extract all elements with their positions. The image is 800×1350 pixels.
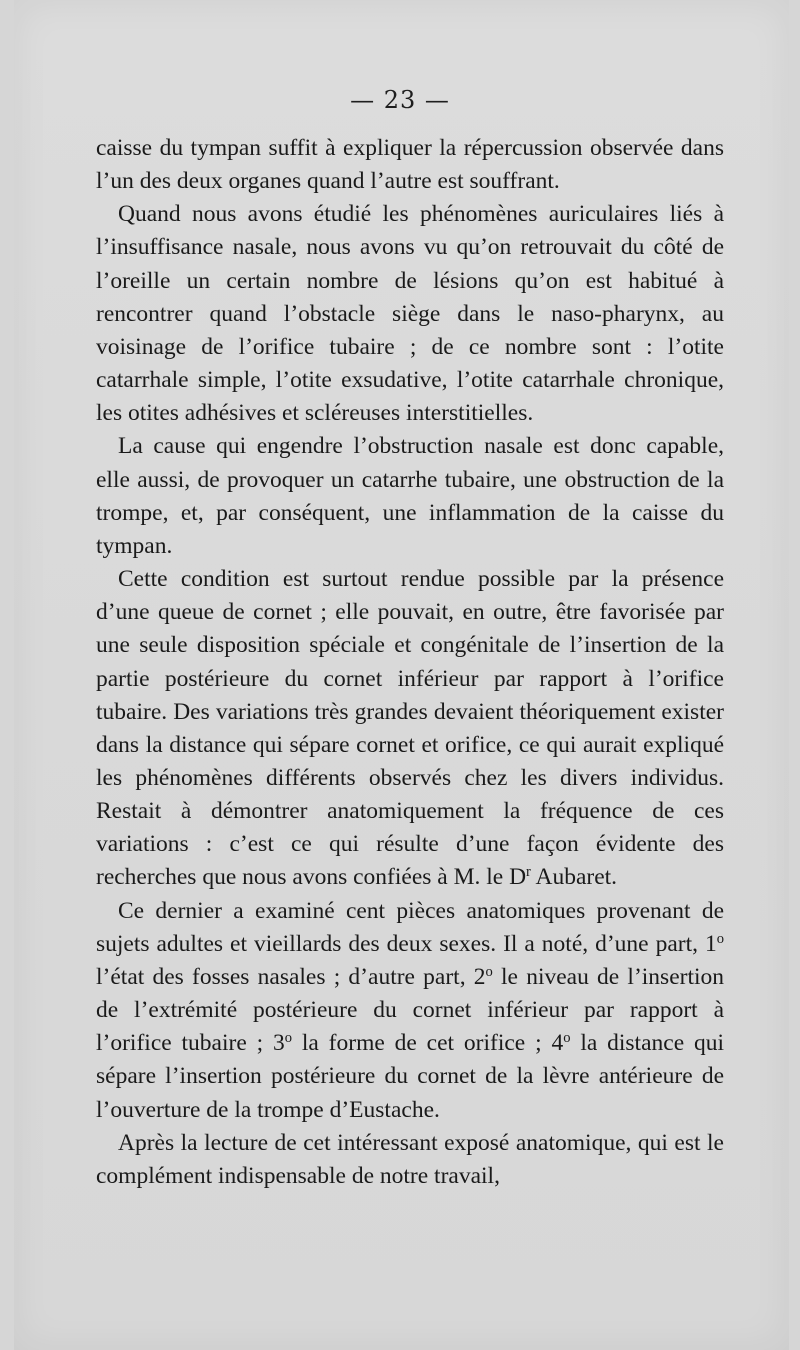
paragraph-text: la forme de cet orifice ; 4 bbox=[292, 1030, 564, 1057]
doctor-superscript: r bbox=[526, 864, 531, 881]
paragraph-reading-exposition: Après la lecture de cet intéressant exposé anatomique, qui est le complément indispensable de notre travail, bbox=[96, 1129, 724, 1189]
paragraph-text: Ce dernier a examiné cent pièces anatomiques provenant de sujets adultes et vieillards des deux sexes. Il a noté, d’une part, 1 bbox=[96, 897, 724, 957]
paragraph-text: le niveau de l’insertion de l’extrémité postérieure du cornet inférieur par rapport à l’orifice tubaire ; 3 bbox=[96, 963, 725, 1057]
paragraph-text: l’état des fosses nasales ; d’autre part, 2 bbox=[96, 963, 486, 990]
ordinal-superscript: o bbox=[485, 963, 493, 980]
paragraph-anatomical-examination bbox=[96, 895, 724, 1127]
body-text bbox=[96, 132, 724, 1193]
page-number: — 23 — bbox=[350, 86, 450, 114]
paragraph-cornet-condition bbox=[96, 563, 724, 895]
paragraph-text: la distance qui sépare l’insertion postérieure du cornet de la lèvre antérieure de l’ouverture de la trompe d’Eustache. bbox=[96, 1030, 725, 1123]
paragraph-text-end: Aubaret. bbox=[530, 864, 618, 891]
ordinal-superscript: o bbox=[284, 1030, 293, 1047]
ordinal-superscript: o bbox=[563, 1030, 571, 1047]
doctor-abbreviation: D bbox=[509, 864, 527, 891]
paragraph-text: Cette condition est surtout rendue possible par la présence d’une queue de cornet ; elle pouvait, en outre, être favorisée par une seule disposition spéciale et congénitale de l’insertion de la partie postérieure du cornet inférieur par rapport à l’orifice tubaire. Des variations très grandes devaient théoriquement exister dans la distance qui sépare cornet et orifice, ce qui aurait expliqué les phénomènes différents observés chez les divers individus. Restait à démontrer anatomiquement la fréquence de ces variations : c’est ce qui résulte d’une façon évidente des recherches que nous avons confiées à M. le bbox=[96, 566, 724, 891]
paragraph-nasal-obstruction-cause: La cause qui engendre l’obstruction nasale est donc capable, elle aussi, de provoquer un catarrhe tubaire, une obstruction de la trompe, et, par conséquent, une inflammation de la caisse du tympan. bbox=[96, 433, 724, 559]
ordinal-superscript: o bbox=[716, 930, 724, 947]
paragraph-continuation: caisse du tympan suffit à expliquer la répercussion observée dans l’un des deux organes quand l’autre est souffrant. bbox=[96, 135, 724, 195]
paragraph-auricular-phenomena: Quand nous avons étudié les phénomènes auriculaires liés à l’insuffisance nasale, nous avons vu qu’on retrouvait du côté de l’oreille un certain nombre de lésions qu’on est habitué à rencontrer quand l’obstacle siège dans le naso-pharynx, au voisinage de l’orifice tubaire ; de ce nombre sont : l’otite catarrhale simple, l’otite exsudative, l’otite catarrhale chronique, les otites adhésives et scléreuses interstitielles. bbox=[96, 201, 724, 427]
